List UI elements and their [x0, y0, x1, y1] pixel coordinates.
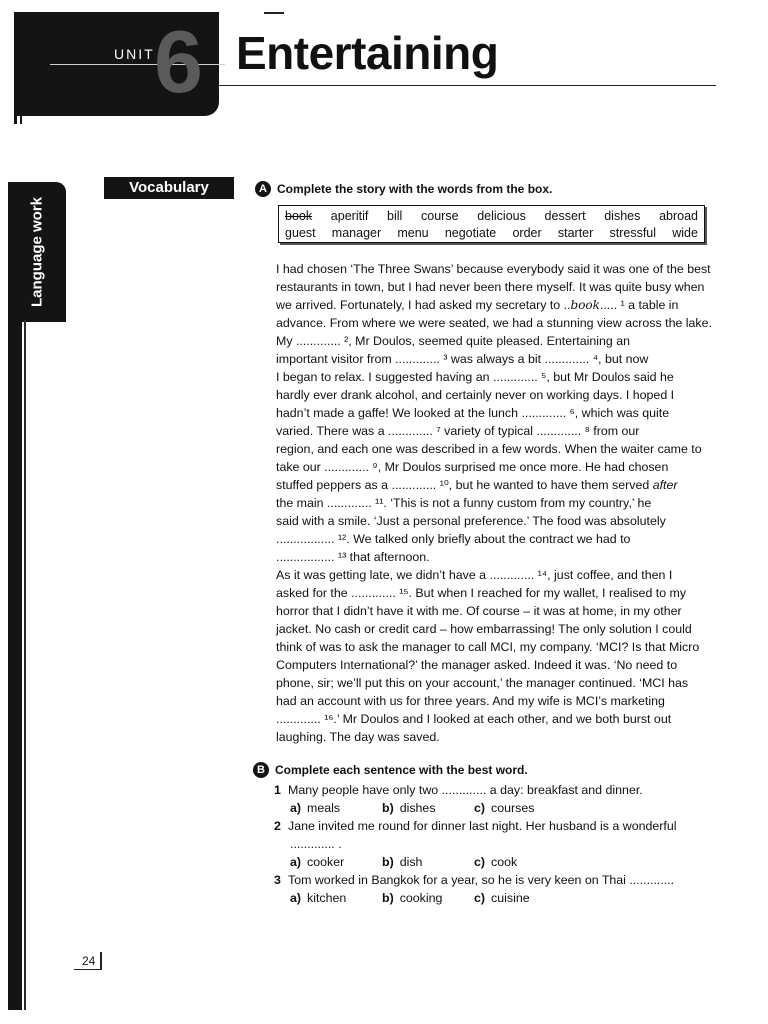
story-line: I began to relax. I suggested having an ............. ⁵, but Mr Doulos said he — [276, 370, 674, 384]
story-line: ................. ¹². We talked only briefly about the contract we had to — [276, 532, 631, 546]
story-line: restaurants in town, but I had never been there myself. It was quite busy when — [276, 280, 705, 294]
word-box-item: aperitif — [330, 209, 369, 223]
story-line: said with a smile. ‘Just a personal preference.’ The food was absolutely — [276, 514, 666, 528]
page-number-bar — [100, 952, 102, 970]
title-rule — [219, 85, 716, 86]
word-box-item: wide — [672, 226, 698, 240]
story-line: jacket. No cash or credit card – how embarrassing! The only solution I could — [276, 622, 692, 636]
question-item — [274, 871, 714, 889]
story-line: we arrived. Fortunately, I had asked my secretary to ..book..... ¹ a table in — [276, 298, 679, 312]
story-line: region, and each one was described in a few words. When the waiter came to — [276, 442, 702, 456]
exercise-b-items — [274, 781, 714, 907]
word-box-item: dishes — [604, 209, 641, 223]
option: c) cuisine — [474, 891, 530, 905]
word-box-item: delicious — [477, 209, 526, 223]
tick-mark — [264, 12, 284, 14]
question-text: Many people have only two ............. a day: breakfast and dinner. — [288, 783, 643, 797]
story-line: As it was getting late, we didn’t have a ............. ¹⁴, just coffee, and then I — [276, 568, 673, 582]
question-text: Jane invited me round for dinner last night. Her husband is a wonderful — [288, 819, 677, 833]
page-number-rule — [74, 969, 100, 970]
word-box-item: course — [421, 209, 459, 223]
story-line: take our ............. ⁹, Mr Doulos surprised me once more. He had chosen — [276, 460, 669, 474]
word-box-item: manager — [331, 226, 382, 240]
section-label: Vocabulary — [104, 177, 234, 199]
story-line: My ............. ², Mr Doulos, seemed quite pleased. Entertaining an — [276, 334, 630, 348]
word-box-item: book — [285, 209, 313, 223]
story-line: asked for the ............. ¹⁵. But when I reached for my wallet, I realised to my — [276, 586, 687, 600]
word-box-row-2 — [285, 225, 698, 242]
word-box — [278, 205, 705, 243]
question-item — [274, 817, 714, 835]
story-line: stuffed peppers as a ............. ¹⁰, but he wanted to have them served after — [276, 478, 678, 492]
story-line: hadn’t made a gaffe! We looked at the lunch ............. ⁶, which was quite — [276, 406, 670, 420]
story-line: important visitor from ............. ³ was always a bit ............. ⁴, but now — [276, 352, 649, 366]
question-number: 1 — [274, 783, 281, 797]
question-text: ............. . — [290, 837, 342, 851]
option: a) cooker — [290, 855, 345, 869]
story-line: advance. From where we were seated, we had a stunning view across the lake. — [276, 316, 712, 330]
option: a) kitchen — [290, 891, 347, 905]
story-line: Computers International?’ the manager asked. Indeed it was. ‘No need to — [276, 658, 678, 672]
option: c) courses — [474, 801, 535, 815]
word-box-item: bill — [387, 209, 403, 223]
question-options — [274, 889, 714, 907]
page-title: Entertaining — [236, 27, 499, 79]
option: c) cook — [474, 855, 518, 869]
unit-number: 6 — [154, 12, 203, 111]
word-box-item: order — [512, 226, 542, 240]
word-box-item: stressful — [609, 226, 657, 240]
page-number: 24 — [82, 954, 96, 968]
exercise-b-badge: B — [253, 762, 269, 778]
word-box-item: abroad — [659, 209, 698, 223]
option: b) cooking — [382, 891, 443, 905]
question-number: 3 — [274, 873, 281, 887]
word-box-item: starter — [557, 226, 594, 240]
story-line: hardly ever drank alcohol, and certainly never on working days. I hoped I — [276, 388, 675, 402]
handwritten-answer: book — [570, 298, 600, 312]
side-bar-thin — [24, 320, 26, 1010]
story-line: varied. There was a ............. ⁷ variety of typical ............. ⁸ from our — [276, 424, 640, 438]
side-bar — [8, 320, 22, 1010]
option: a) meals — [290, 801, 341, 815]
word-box-item: dessert — [544, 209, 586, 223]
word-box-row-1 — [285, 208, 698, 225]
unit-block — [14, 12, 219, 116]
question-number: 2 — [274, 819, 281, 833]
word-box-item: negotiate — [444, 226, 497, 240]
story-line: ............. ¹⁶.’ Mr Doulos and I looked at each other, and we both burst out — [276, 712, 672, 726]
question-item — [274, 781, 714, 799]
option: b) dishes — [382, 801, 436, 815]
story-line: the main ............. ¹¹. ‘This is not a funny custom from my country,’ he — [276, 496, 652, 510]
italic-word: after — [652, 478, 678, 492]
story-line: think of was to ask the manager to call MCI, my company. ‘MCI? Is that Micro — [276, 640, 700, 654]
question-continuation — [274, 835, 714, 853]
story-line: had an account with us for three years. And my wife is MCI’s marketing — [276, 694, 665, 708]
story-line: laughing. The day was saved. — [276, 730, 440, 744]
exercise-a-instruction: Complete the story with the words from the box. — [277, 182, 553, 196]
exercise-b-instruction: Complete each sentence with the best word. — [275, 763, 528, 777]
option: b) dish — [382, 855, 423, 869]
question-text: Tom worked in Bangkok for a year, so he is very keen on Thai ............. — [288, 873, 675, 887]
question-options — [274, 799, 714, 817]
side-tab-label: Language work — [28, 196, 46, 308]
story-line: ................. ¹³ that afternoon. — [276, 550, 430, 564]
story-line: phone, sir; we’ll put this on your account,’ the manager continued. ‘MCI has — [276, 676, 689, 690]
word-box-item: menu — [397, 226, 429, 240]
word-box-item: guest — [285, 226, 316, 240]
story-text — [276, 260, 716, 746]
story-line: horror that I didn’t have it with me. Of course – it was at home, in my other — [276, 604, 682, 618]
unit-label: UNIT — [114, 46, 155, 62]
question-options — [274, 853, 714, 871]
story-line: I had chosen ‘The Three Swans’ because everybody said it was one of the best — [276, 262, 711, 276]
exercise-a-badge: A — [255, 181, 271, 197]
